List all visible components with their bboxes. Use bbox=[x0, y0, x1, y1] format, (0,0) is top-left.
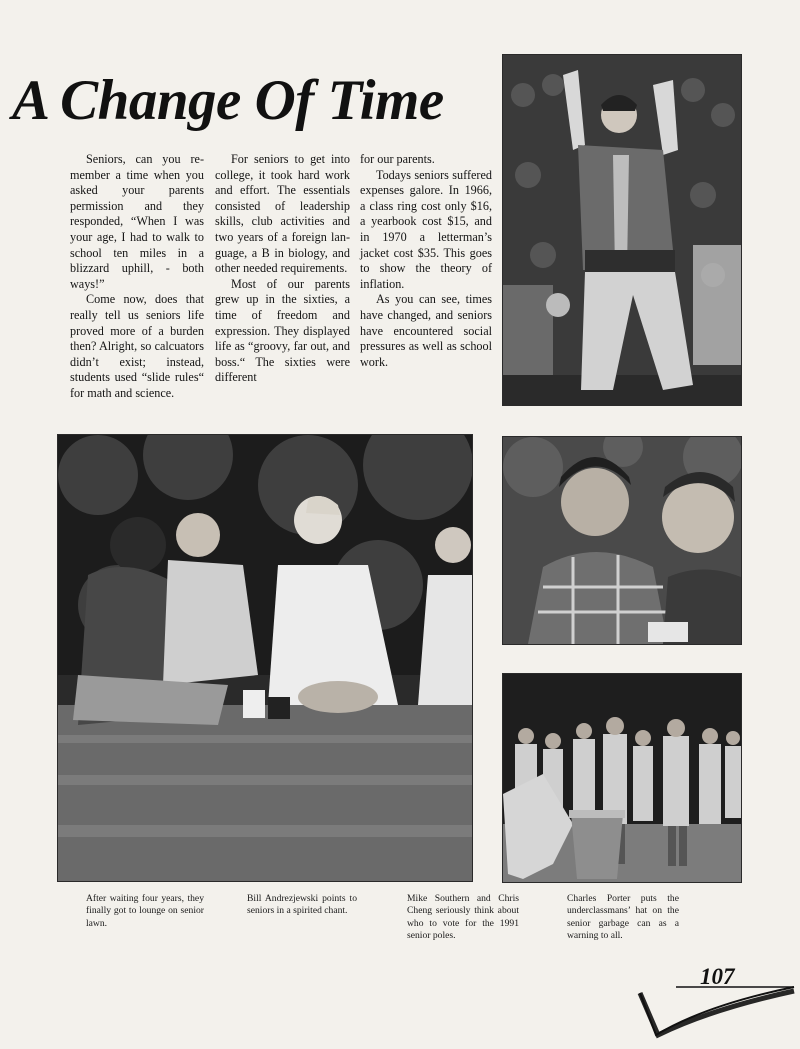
photo-caption: Bill Andrezjewski points to seniors in a spirited chant. bbox=[247, 893, 357, 917]
body-column-1 bbox=[70, 152, 204, 402]
body-column-2 bbox=[215, 152, 350, 386]
photo-garbage-can bbox=[502, 673, 742, 883]
body-paragraph: As you can see, times have changed, and seniors have encountered social pressures as well as school work. bbox=[360, 292, 492, 369]
body-column-3 bbox=[360, 152, 492, 370]
body-paragraph: Come now, does that really tell us seniors life proved more of a burden then? Alright, so calcuators didn’t exist; instead, students used “slide rules“ for math and science. bbox=[70, 292, 204, 400]
body-paragraph: Todays seniors suffered expenses galore. In 1966, a class ring cost only $16, a yearbook cost $15, and in 1970 a letterman’s jacket cost $35. This goes to show the theory of inflation. bbox=[360, 167, 492, 291]
body-paragraph: For seniors to get into college, it took hard work and effort. The essentials consisted of leadership skills, club activities and two years of a foreign language, a B in biology, and other needed requirements. bbox=[215, 152, 350, 276]
body-paragraph: Most of our parents grew up in the sixties, a time of freedom and expression. They displayed life as “groovy, far out, and boss.“ The sixties were different bbox=[215, 276, 350, 385]
photo-students-thinking bbox=[502, 436, 742, 645]
body-paragraph-continued: for our parents. bbox=[360, 152, 435, 166]
body-paragraph: Seniors, can you remember a time when you asked your parents permission and they responded, “When I was your age, I had to walk to school ten miles in a blizzard uphill, - both ways!” bbox=[70, 152, 204, 291]
page-number: 107 bbox=[700, 964, 735, 989]
page-title: A Change Of Time bbox=[12, 69, 444, 132]
photo-senior-lawn bbox=[57, 434, 473, 882]
photo-caption: Mike Southern and Chris Cheng seriously think about who to vote for the 1991 senior poles. bbox=[407, 893, 519, 942]
photo-caption: Charles Porter puts the underclassmans’ hat on the senior garbage can as a warning to all. bbox=[567, 893, 679, 942]
photo-caption: After waiting four years, they finally got to lounge on senior lawn. bbox=[86, 893, 204, 929]
photo-cheering-student bbox=[502, 54, 742, 406]
